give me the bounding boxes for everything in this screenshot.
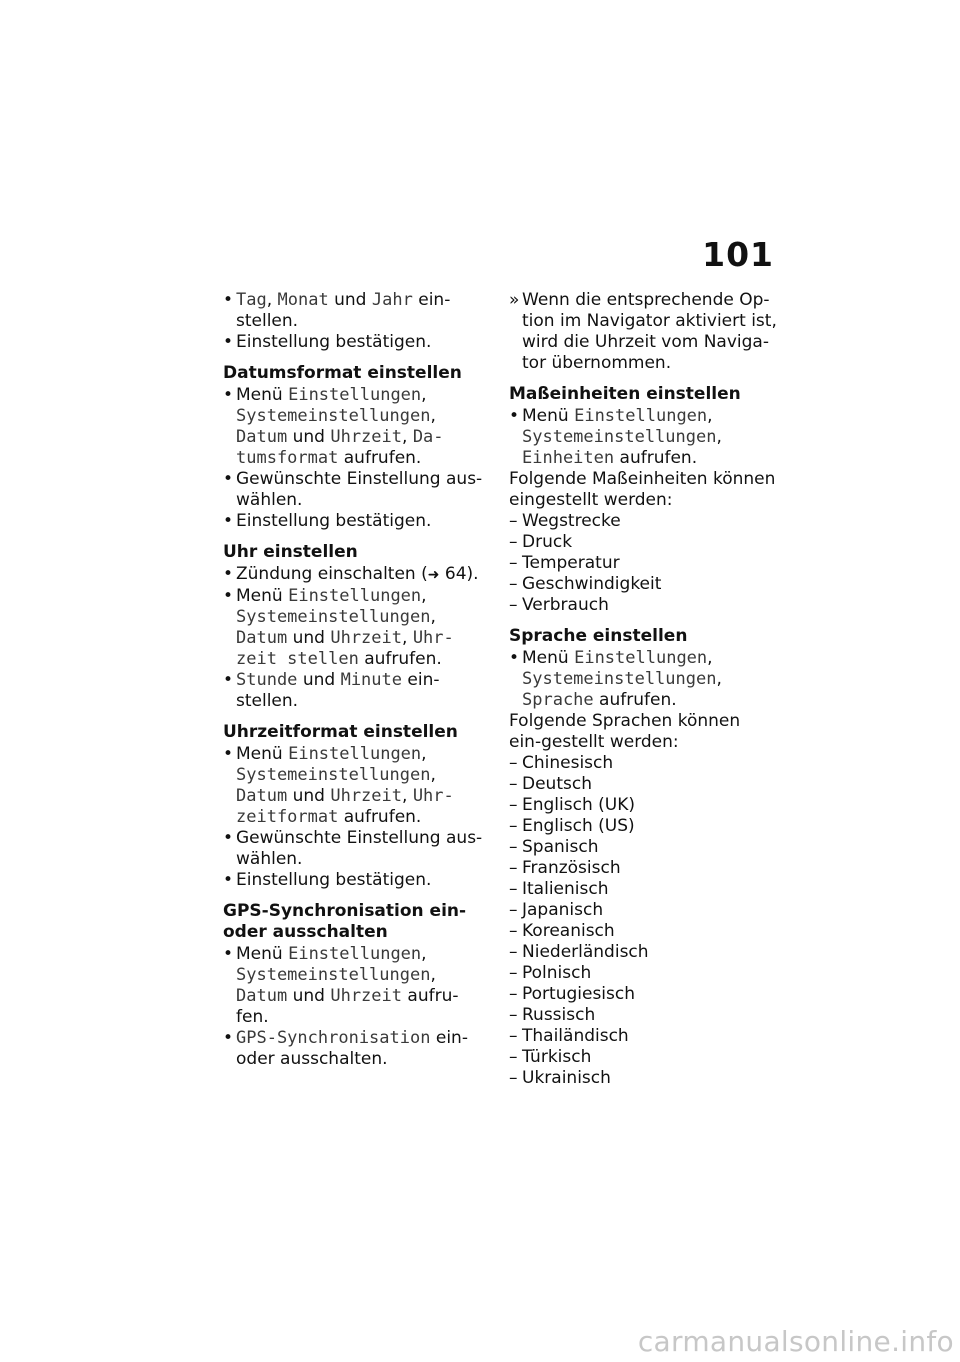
menu-term: Einstellungen	[288, 385, 422, 405]
text: ,	[421, 744, 427, 764]
instruction-ignition	[223, 564, 485, 586]
page-reference: 64	[444, 564, 467, 584]
text: und	[297, 670, 341, 690]
term-tag: Tag	[236, 290, 267, 310]
text: ,	[716, 427, 722, 447]
text: und	[287, 986, 331, 1006]
menu-term: Einstellungen	[574, 406, 708, 426]
units-intro: Folgende Maßeinheiten können eingestellt werden:	[509, 469, 776, 510]
instruction-set-time	[223, 670, 485, 712]
instruction-confirm: • Einstellung bestätigen.	[223, 870, 485, 891]
list-item: – Italienisch	[509, 879, 777, 900]
term-jahr: Jahr	[371, 290, 413, 310]
text: ,	[707, 406, 713, 426]
instruction-confirm: • Einstellung bestätigen.	[223, 332, 485, 353]
term-minute: Minute	[340, 670, 402, 690]
term-stunde: Stunde	[236, 670, 298, 690]
note-navigator: » Wenn die entsprechende Op-tion im Navigator aktiviert ist, wird die Uhrzeit vom Naviga-tor übernommen.	[509, 290, 777, 374]
menu-term: Datum	[236, 986, 288, 1006]
list-item: – Verbrauch	[509, 595, 777, 616]
list-item: – Polnisch	[509, 963, 777, 984]
text: ,	[707, 648, 713, 668]
instruction-menu-units	[509, 406, 777, 469]
menu-term: Sprache	[522, 690, 594, 710]
heading-gps: GPS-Synchronisation ein- oder ausschalten	[223, 901, 467, 942]
language-intro: Folgende Sprachen können ein-gestellt werden:	[509, 711, 741, 752]
list-item: – Thailändisch	[509, 1026, 777, 1047]
menu-term: Systemeinstellungen	[236, 607, 431, 627]
heading-units: Maßeinheiten einstellen	[509, 384, 741, 404]
list-item: – Geschwindigkeit	[509, 574, 777, 595]
list-item: – Niederländisch	[509, 942, 777, 963]
right-column	[509, 290, 777, 1089]
text: ,	[402, 427, 413, 447]
text: ,	[402, 628, 413, 648]
menu-term: Uhrzeit	[330, 628, 402, 648]
instruction-select: • Gewünschte Einstellung aus-wählen.	[223, 469, 485, 511]
list-item: – Deutsch	[509, 774, 777, 795]
list-item: – Englisch (US)	[509, 816, 777, 837]
text: ,	[430, 965, 436, 985]
text: ein-stellen.	[236, 290, 451, 331]
heading-clock: Uhr einstellen	[223, 542, 358, 562]
text: ).	[466, 564, 479, 584]
menu-term: Datum	[236, 427, 288, 447]
instruction-select: • Gewünschte Einstellung aus-wählen.	[223, 828, 485, 870]
list-item: – Portugiesisch	[509, 984, 777, 1005]
list-item: – Wegstrecke	[509, 511, 777, 532]
text: Menü	[236, 944, 289, 964]
heading-date-format: Datumsformat einstellen	[223, 363, 462, 383]
menu-term: Einstellungen	[574, 648, 708, 668]
list-item: – Englisch (UK)	[509, 795, 777, 816]
text: ,	[402, 786, 413, 806]
text: ein- oder ausschalten.	[236, 1028, 468, 1069]
term-gps-sync: GPS-Synchronisation	[236, 1028, 431, 1048]
text: Menü	[522, 406, 575, 426]
text: aufrufen.	[338, 448, 422, 468]
text: aufrufen.	[593, 690, 677, 710]
menu-term: Datum	[236, 786, 288, 806]
text: aufrufen.	[338, 807, 422, 827]
menu-term: Systemeinstellungen	[522, 669, 717, 689]
text: ,	[421, 385, 427, 405]
heading-language: Sprache einstellen	[509, 626, 688, 646]
menu-term: Systemeinstellungen	[236, 406, 431, 426]
text: Menü	[522, 648, 575, 668]
text: aufrufen.	[358, 649, 442, 669]
menu-term: Uhrzeit	[330, 427, 402, 447]
menu-term: Einstellungen	[288, 944, 422, 964]
instruction-menu-clock	[223, 586, 485, 670]
instruction-menu-gps	[223, 944, 485, 1028]
instruction-menu-language	[509, 648, 777, 711]
list-item: – Russisch	[509, 1005, 777, 1026]
text: aufrufen.	[614, 448, 698, 468]
menu-term: Uhr-zeit stellen	[236, 628, 454, 669]
units-list	[509, 511, 777, 616]
text: ein-stellen.	[236, 670, 440, 711]
list-item: – Türkisch	[509, 1047, 777, 1068]
term-monat: Monat	[277, 290, 329, 310]
menu-term: Einstellungen	[288, 586, 422, 606]
text: ,	[266, 290, 278, 310]
list-item: – Spanisch	[509, 837, 777, 858]
text: und	[287, 628, 331, 648]
menu-term: Einstellungen	[288, 744, 422, 764]
text: ,	[421, 586, 427, 606]
text: und	[287, 427, 331, 447]
instruction-menu-time-format	[223, 744, 485, 828]
text: Zündung einschalten (	[236, 564, 428, 584]
list-item: – Ukrainisch	[509, 1068, 777, 1089]
instruction-menu-date-format	[223, 385, 485, 469]
menu-term: Uhrzeit	[330, 786, 402, 806]
menu-term: Systemeinstellungen	[236, 765, 431, 785]
arrow-right-icon: ➜	[427, 567, 440, 583]
text: ,	[421, 944, 427, 964]
instruction-gps-toggle	[223, 1028, 485, 1070]
menu-term: Da-tumsformat	[236, 427, 444, 468]
instruction-confirm: • Einstellung bestätigen.	[223, 511, 485, 532]
text: ,	[430, 607, 436, 627]
menu-term: Systemeinstellungen	[236, 965, 431, 985]
text: Menü	[236, 385, 289, 405]
text: ,	[430, 765, 436, 785]
list-item: – Druck	[509, 532, 777, 553]
menu-term: Uhr-zeitformat	[236, 786, 454, 827]
menu-term: Datum	[236, 628, 288, 648]
text: aufru-fen.	[236, 986, 459, 1027]
instruction-set-date	[223, 290, 485, 332]
list-item: – Japanisch	[509, 900, 777, 921]
text: ,	[430, 406, 436, 426]
watermark: carmanualsonline.info	[637, 1325, 954, 1358]
language-list	[509, 753, 777, 1089]
menu-term: Einheiten	[522, 448, 615, 468]
text: ,	[716, 669, 722, 689]
list-item: – Chinesisch	[509, 753, 777, 774]
text: Menü	[236, 744, 289, 764]
menu-term: Uhrzeit	[330, 986, 402, 1006]
list-item: – Französisch	[509, 858, 777, 879]
text: und	[328, 290, 372, 310]
page-number: 101	[702, 235, 774, 274]
text: und	[287, 786, 331, 806]
list-item: – Koreanisch	[509, 921, 777, 942]
list-item: – Temperatur	[509, 553, 777, 574]
menu-term: Systemeinstellungen	[522, 427, 717, 447]
heading-time-format: Uhrzeitformat einstellen	[223, 722, 458, 742]
text: Menü	[236, 586, 289, 606]
left-column	[223, 290, 485, 1070]
